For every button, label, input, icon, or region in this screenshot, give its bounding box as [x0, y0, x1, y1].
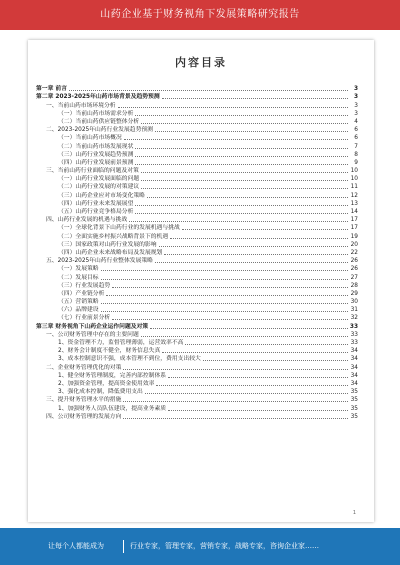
toc-leader-dots	[141, 172, 348, 173]
toc-leader-dots	[155, 131, 348, 132]
document-header	[0, 0, 400, 30]
toc-leader-dots	[141, 188, 348, 189]
toc-entry[interactable]	[36, 182, 358, 190]
toc-leader-dots	[203, 360, 348, 361]
toc-entry-title: 五、2023-2025年山药行业整体发展策略	[46, 258, 153, 265]
document-page	[28, 40, 374, 522]
toc-leader-dots	[150, 328, 348, 329]
toc-entry-page: 34	[350, 372, 358, 379]
toc-leader-dots	[124, 139, 348, 140]
toc-entry[interactable]	[36, 321, 358, 329]
toc-entry-title: （三）国家政策对山药行业发展的影响	[58, 241, 157, 248]
toc-entry-title: 第二章 2023-2025年山药市场背景及趋势预测	[36, 94, 160, 101]
toc-entry[interactable]	[36, 166, 358, 174]
toc-entry-title: （三）行业发展趋势	[58, 282, 111, 289]
toc-entry-title: （四）山药行业未来发展展望	[58, 200, 134, 207]
toc-entry-title: 3、成本控制意识不强，成本管理不到位，费用支出较大	[58, 356, 201, 363]
toc-entry-title: （二）当前山药供应链整体分析	[58, 118, 140, 125]
toc-entry-page: 35	[350, 405, 358, 412]
toc-entry[interactable]	[36, 387, 358, 395]
document-title: 山药企业基于财务视角下发展策略研究报告	[100, 9, 300, 20]
toc-entry-title: 二、2023-2025年山药行业发展趋势预测	[46, 127, 153, 134]
toc-entry-page: 35	[350, 389, 358, 396]
toc-leader-dots	[162, 352, 348, 353]
toc-leader-dots	[135, 205, 348, 206]
toc-entry-page: 34	[350, 356, 358, 363]
toc-entry-page: 34	[350, 348, 358, 355]
toc-leader-dots	[129, 221, 348, 222]
toc-leader-dots	[135, 164, 348, 165]
toc-leader-dots	[141, 180, 348, 181]
toc-leader-dots	[135, 115, 348, 116]
toc-entry-title: （二）全面实施乡村振兴战略背景下的机遇	[58, 233, 169, 240]
toc-leader-dots	[185, 344, 348, 345]
toc-entry[interactable]	[36, 272, 358, 280]
toc-entry-page: 34	[350, 364, 358, 371]
toc-entry-page: 17	[350, 217, 358, 224]
toc-entry-page: 6	[354, 135, 358, 142]
toc-leader-dots	[123, 418, 348, 419]
toc-entry[interactable]	[36, 133, 358, 141]
footer-services: 行业专家，管理专家，营销专家，战略专家，咨询企业家……	[130, 542, 319, 550]
toc-entry-page: 33	[350, 340, 358, 346]
toc-entry[interactable]	[36, 117, 358, 125]
toc-entry-page: 28	[350, 282, 358, 289]
toc-entry-title: 第三章 财务视角下山药企业运作问题及对策	[36, 323, 149, 330]
toc-entry[interactable]	[36, 109, 358, 117]
toc-entry-title: （六）品牌建设	[58, 307, 99, 314]
toc-entry[interactable]	[36, 297, 358, 305]
toc-entry-page: 10	[350, 176, 358, 183]
toc-leader-dots	[101, 279, 348, 280]
toc-entry-page: 9	[354, 159, 358, 166]
toc-entry[interactable]	[36, 403, 358, 411]
toc-entry-page: 17	[350, 225, 358, 232]
toc-entry[interactable]	[36, 158, 358, 166]
toc-leader-dots	[123, 369, 348, 370]
toc-entry-title: （四）山药行业发展前景预测	[58, 159, 134, 166]
toc-entry-title: （一）全球化背景下山药行业的发展机遇与挑战	[58, 225, 180, 232]
toc-entry-title: （四）产业链分析	[58, 290, 105, 297]
toc-leader-dots	[156, 385, 348, 386]
toc-entry-page: 31	[350, 307, 358, 314]
toc-entry[interactable]	[36, 264, 358, 272]
toc-entry-page: 12	[350, 192, 358, 199]
toc-entry-title: 四、山药行业发展的机遇与挑战	[46, 217, 128, 224]
toc-entry-page: 26	[350, 266, 358, 273]
toc-entry-title: 1、资金管理不力，监督管理薄弱，运营效率不高	[58, 340, 184, 346]
toc-entry[interactable]	[36, 84, 358, 92]
toc-entry-title: （五）营销策略	[58, 299, 99, 306]
page-number: 1	[352, 510, 356, 516]
toc-entry-page: 3	[353, 94, 358, 101]
toc-entry-page: 33	[349, 323, 358, 330]
toc-entry-title: 二、企业财务管理优化的对策	[46, 364, 122, 371]
toc-entry-title: 2、加强资金管理，提高资金使用效率	[58, 380, 155, 387]
toc-entry-page: 35	[350, 413, 358, 420]
toc-entry[interactable]	[36, 313, 358, 321]
document-footer	[0, 528, 400, 565]
toc-entry-page: 34	[350, 380, 358, 387]
toc-leader-dots	[101, 303, 348, 304]
toc-entry[interactable]	[36, 354, 358, 362]
toc-entry-title: （四）山药企业未来战略布局及发展规划	[58, 249, 163, 256]
toc-entry-title: （二）当前山药市场发展现状	[58, 143, 134, 150]
toc-leader-dots	[141, 123, 348, 124]
toc-entry-title: （二）山药行业发展的对策建议	[58, 184, 140, 191]
toc-entry-title: （一）当前山药市场需求分析	[58, 110, 134, 117]
toc-leader-dots	[112, 319, 348, 320]
toc-entry-page: 3	[354, 110, 358, 117]
toc-leader-dots	[118, 107, 348, 108]
toc-leader-dots	[69, 90, 348, 91]
toc-leader-dots	[155, 262, 348, 263]
toc-entry-title: 一、公司财务管理中存在的主要问题	[46, 331, 139, 338]
toc-leader-dots	[101, 270, 348, 271]
toc-leader-dots	[141, 336, 348, 337]
toc-leader-dots	[168, 410, 348, 411]
toc-entry-page: 3	[354, 102, 358, 109]
toc-entry[interactable]	[36, 371, 358, 379]
toc-entry[interactable]	[36, 207, 358, 215]
toc-entry-page: 8	[354, 151, 358, 158]
toc-entry[interactable]	[36, 100, 358, 108]
toc-entry-page: 30	[350, 299, 358, 306]
toc-entry[interactable]	[36, 305, 358, 313]
toc-entry-page: 3	[353, 86, 358, 93]
toc-leader-dots	[162, 98, 348, 99]
table-of-contents	[36, 84, 358, 420]
toc-title: 内容目录	[175, 56, 227, 69]
toc-entry-title: （一）山药行业发展面临的问题	[58, 176, 140, 183]
toc-entry-page: 27	[350, 274, 358, 281]
toc-entry[interactable]	[36, 141, 358, 149]
toc-entry-title: 2、财务会计制度不健全，财务信息失真	[58, 348, 161, 355]
toc-entry[interactable]	[36, 248, 358, 256]
toc-entry[interactable]	[36, 395, 358, 403]
toc-entry-title: （五）山药行业竞争格局分析	[58, 209, 134, 215]
toc-leader-dots	[101, 311, 348, 312]
toc-leader-dots	[145, 393, 348, 394]
toc-entry[interactable]	[36, 92, 358, 100]
toc-entry[interactable]	[36, 174, 358, 182]
toc-entry-title: 三、提升财务管理水平的措施	[46, 397, 122, 404]
toc-leader-dots	[135, 213, 348, 214]
footer-divider	[123, 540, 124, 553]
toc-leader-dots	[159, 246, 348, 247]
toc-entry-page: 29	[350, 290, 358, 297]
toc-entry[interactable]	[36, 150, 358, 158]
toc-leader-dots	[112, 287, 348, 288]
toc-entry[interactable]	[36, 190, 358, 198]
toc-leader-dots	[170, 238, 348, 239]
toc-entry-title: （二）发展目标	[58, 274, 99, 281]
toc-entry[interactable]	[36, 338, 358, 346]
toc-entry[interactable]	[36, 231, 358, 239]
toc-entry-title: （三）山药行业发展趋势预测	[58, 151, 134, 158]
toc-entry-title: 第一章 前言	[36, 86, 68, 93]
toc-entry-title: 三、当前山药行业面临的问题及对策	[46, 168, 139, 175]
toc-entry-page: 13	[350, 200, 358, 207]
toc-entry[interactable]	[36, 215, 358, 223]
toc-leader-dots	[106, 295, 348, 296]
toc-entry-page: 32	[350, 315, 358, 322]
toc-entry-page: 7	[354, 143, 358, 150]
toc-entry[interactable]	[36, 412, 358, 420]
toc-entry-title: 1、加强财务人员队伍建设，提高业务素质	[58, 405, 167, 412]
toc-entry[interactable]	[36, 125, 358, 133]
toc-entry-title: 1、健全财务管理制度，完善内部控制体系	[58, 372, 167, 379]
toc-entry-title: （一）当前山药市场概况	[58, 135, 122, 142]
toc-entry[interactable]	[36, 223, 358, 231]
toc-entry-page: 10	[350, 168, 358, 175]
toc-entry-page: 35	[350, 397, 358, 404]
toc-entry-page: 26	[350, 258, 358, 265]
toc-entry-title: （七）行业前景分析	[58, 315, 111, 322]
toc-entry[interactable]	[36, 199, 358, 207]
toc-entry[interactable]	[36, 240, 358, 248]
toc-entry-page: 14	[350, 209, 358, 215]
footer-slogan: 让每个人都能成为	[48, 542, 104, 550]
toc-entry-page: 11	[350, 184, 358, 191]
toc-entry-page: 19	[350, 233, 358, 240]
toc-leader-dots	[135, 148, 348, 149]
toc-entry-title: 一、当前山药市场环境分析	[46, 102, 116, 109]
toc-leader-dots	[123, 401, 348, 402]
toc-leader-dots	[147, 197, 348, 198]
toc-entry-page: 33	[350, 331, 358, 338]
toc-entry[interactable]	[36, 289, 358, 297]
toc-leader-dots	[168, 377, 348, 378]
toc-entry[interactable]	[36, 379, 358, 387]
toc-entry-page: 20	[350, 241, 358, 248]
toc-entry[interactable]	[36, 256, 358, 264]
toc-entry[interactable]	[36, 281, 358, 289]
toc-leader-dots	[164, 254, 348, 255]
toc-entry-title: （一）发展策略	[58, 266, 99, 273]
toc-leader-dots	[182, 229, 348, 230]
toc-entry-page: 4	[354, 118, 358, 125]
toc-entry-title: 3、强化成本控制，降低费用支出	[58, 389, 143, 396]
toc-entry-title: （三）山药企业应对市场变化策略	[58, 192, 145, 199]
toc-entry[interactable]	[36, 362, 358, 370]
toc-leader-dots	[135, 156, 348, 157]
toc-entry-page: 22	[350, 249, 358, 256]
toc-entry-title: 四、公司财务管理的发展方向	[46, 413, 122, 420]
toc-entry-page: 6	[354, 127, 358, 134]
toc-entry[interactable]	[36, 330, 358, 338]
toc-entry[interactable]	[36, 346, 358, 354]
